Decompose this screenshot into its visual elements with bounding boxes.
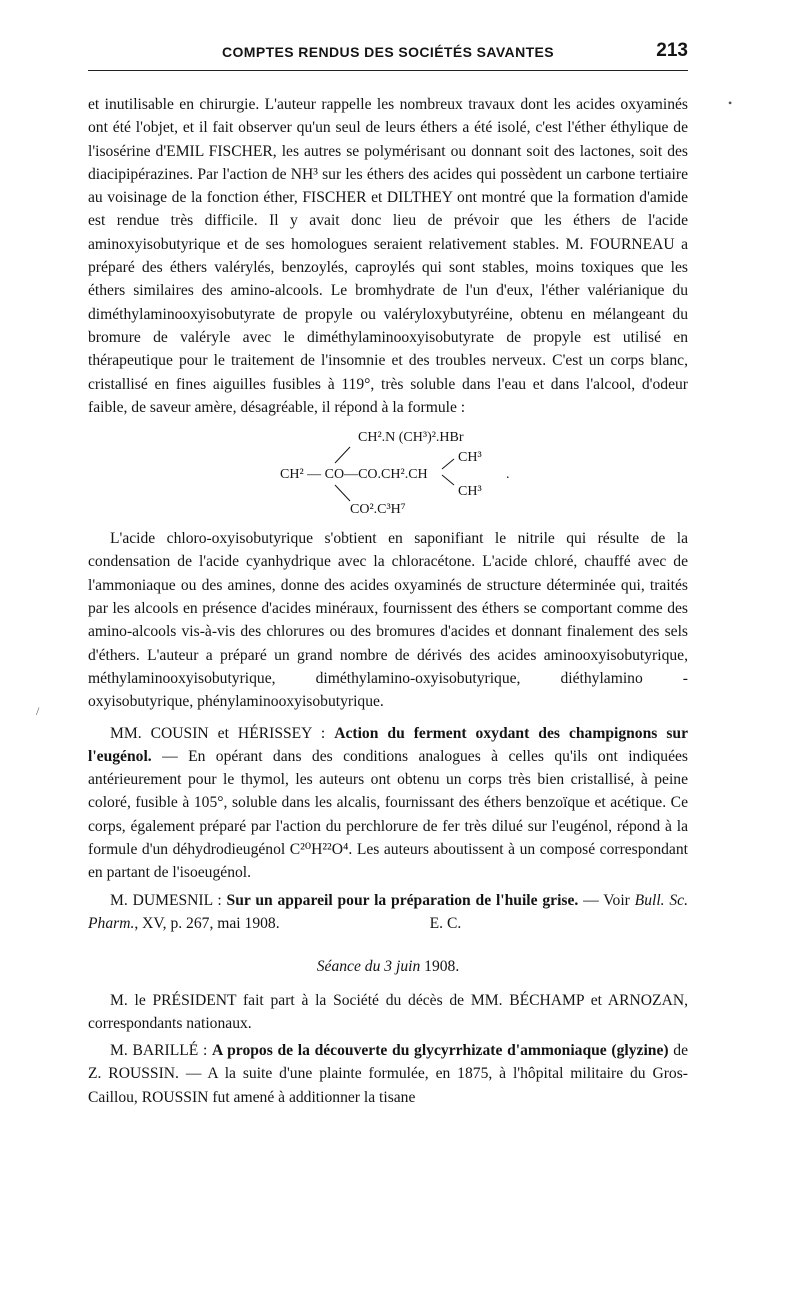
paragraph-dumesnil — [88, 889, 688, 936]
cousin-title: Action du ferment oxydant des champignons sur l'eugénol. — [88, 724, 688, 765]
chemical-formula — [88, 423, 688, 521]
running-header — [88, 40, 688, 68]
paragraph-president: M. le PRÉSIDENT fait part à la Société du décès de MM. BÉCHAMP et ARNOZAN, correspondants nationaux. — [88, 991, 688, 1032]
header-title: COMPTES RENDUS DES SOCIÉTÉS SAVANTES — [221, 44, 555, 60]
formula-bond-down — [335, 485, 350, 501]
paragraph-barille — [88, 1039, 688, 1109]
dumesnil-author: M. DUMESNIL : — [110, 891, 222, 909]
dumesnil-title: Sur un appareil pour la préparation de l'huile grise. — [226, 891, 579, 909]
formula-main: CH² — CO—CO.CH².CH — [280, 467, 428, 483]
session-date: 3 juin — [384, 958, 421, 976]
session-heading — [88, 955, 688, 978]
dumesnil-signature: E. C. — [429, 914, 462, 932]
margin-mark-left: / — [36, 704, 40, 718]
header-rule — [88, 70, 688, 71]
formula-right-down: CH³ — [458, 484, 482, 500]
formula-bond-up — [335, 447, 350, 463]
formula-bond-right-down — [442, 475, 454, 485]
session-year: 1908. — [420, 958, 460, 976]
session-prefix: Séance du — [316, 958, 385, 976]
page-body — [88, 93, 688, 1109]
barille-title: A propos de la découverte du glycyrrhizate d'ammoniaque (glyzine) — [212, 1042, 669, 1060]
formula-top: CH².N (CH³)².HBr — [358, 430, 464, 446]
barille-author: M. BARILLÉ : — [110, 1042, 208, 1060]
paragraph-cousin — [88, 722, 688, 885]
paragraph-fourneau: et inutilisable en chirurgie. L'auteur rappelle les nombreux travaux dont les acides oxyaminés ont été l'objet, et il fait observer qu'un seul de leurs éthers a été isolé, c'est l'éther éthylique de l'isosérine d'EMIL FISCHER, les autres se polymérisant ou donnant soit des lactones, soit des diacipipérazines. Par l'action de NH³ sur les éthers des acides qui possèdent un carbone tertiaire au voisinage de la fonction éther, FISCHER et DILTHEY ont montré que la formation d'amide est rendue très difficile. Il y avait donc lieu de prévoir que les éthers de l'acide aminoxyisobutyrique et de ses homologues seraient relativement stables. M. FOURNEAU a préparé des éthers valérylés, benzoylés, caproylés qui sont stables, moins toxiques que les éthers similaires des amino-alcools. Le bromhydrate de l'un d'eux, l'éther valérianique du diméthylaminooxyisobutyrate de propyle ou valéryloxybutyréine, obtenu en mélangeant du bromure de valéryle avec le diméthylaminooxyisobutyrate de propyle est utilisé en thérapeutique pour le traitement de l'insomnie et des troubles nerveux. C'est un corps blanc, cristallisé en fines aiguilles fusibles à 119°, très soluble dans l'eau et dans l'alcool, d'odeur faible, de saveur amère, désagréable, il répond à la formule : — [88, 96, 688, 416]
formula-bottom: CO².C³H⁷ — [350, 502, 406, 518]
dumesnil-text: — Voir — [578, 891, 635, 909]
cousin-text: — En opérant dans des conditions analogues à celles qu'ils ont indiquées antérieurement pour le thymol, les auteurs ont obtenu un corps très bien cristallisé, à peine coloré, fusible à 105°, soluble dans les alcalis, fournissant des éthers benzoïque et acétique. Ce corps, également préparé par l'action du perchlorure de fer très dilué sur l'eugénol, répond à la formule — [88, 747, 688, 859]
formula-bond-right-up — [442, 459, 454, 469]
dumesnil-ref-journal: Bull. Sc. Pharm. — [88, 891, 688, 932]
dumesnil-ref-rest: , XV, p. 267, mai 1908. — [134, 914, 280, 932]
page-number: 213 — [656, 40, 688, 61]
margin-mark-top: • — [728, 96, 733, 110]
formula-right-up: CH³ — [458, 450, 482, 466]
formula-period: . — [506, 467, 510, 483]
paragraph-chloro: L'acide chloro-oxyisobutyrique s'obtient en saponifiant le nitrile qui résulte de la condensation de l'acide cyanhydrique avec la chloracétone. L'acide chloré, chauffé avec de l'ammoniaque ou des amines, donne des acides oxyaminés de structure déterminée qui, traités par les alcools en présence d'acides minéraux, fournissent des éthers se comportant comme des amino-alcools vis-à-vis des chlorures ou des bromures d'acides et donnant finalement des sels d'éthers. L'auteur a préparé un grand nombre de dérivés des acides aminooxyisobutyrique, méthylaminooxyisobutyrique, diméthylamino-oxyisobutyrique, diéthylamino - oxyisobutyrique, phénylaminooxyisobutyrique. — [88, 530, 688, 711]
cousin-authors: MM. COUSIN et HÉRISSEY : — [110, 724, 326, 742]
formula-drawing — [88, 423, 688, 521]
barille-text: de Z. ROUSSIN. — A la suite d'une plainte formulée, en 1875, à l'hôpital militaire du Gros-Caillou, ROUSSIN fut amené à additionner la tisane — [88, 1042, 688, 1106]
paragraph-cousin-end: d'un déhydrodieugénol C²⁰H²²O⁴. Les auteurs aboutissent à un composé correspondant en partant de l'isoeugénol. — [88, 841, 688, 882]
